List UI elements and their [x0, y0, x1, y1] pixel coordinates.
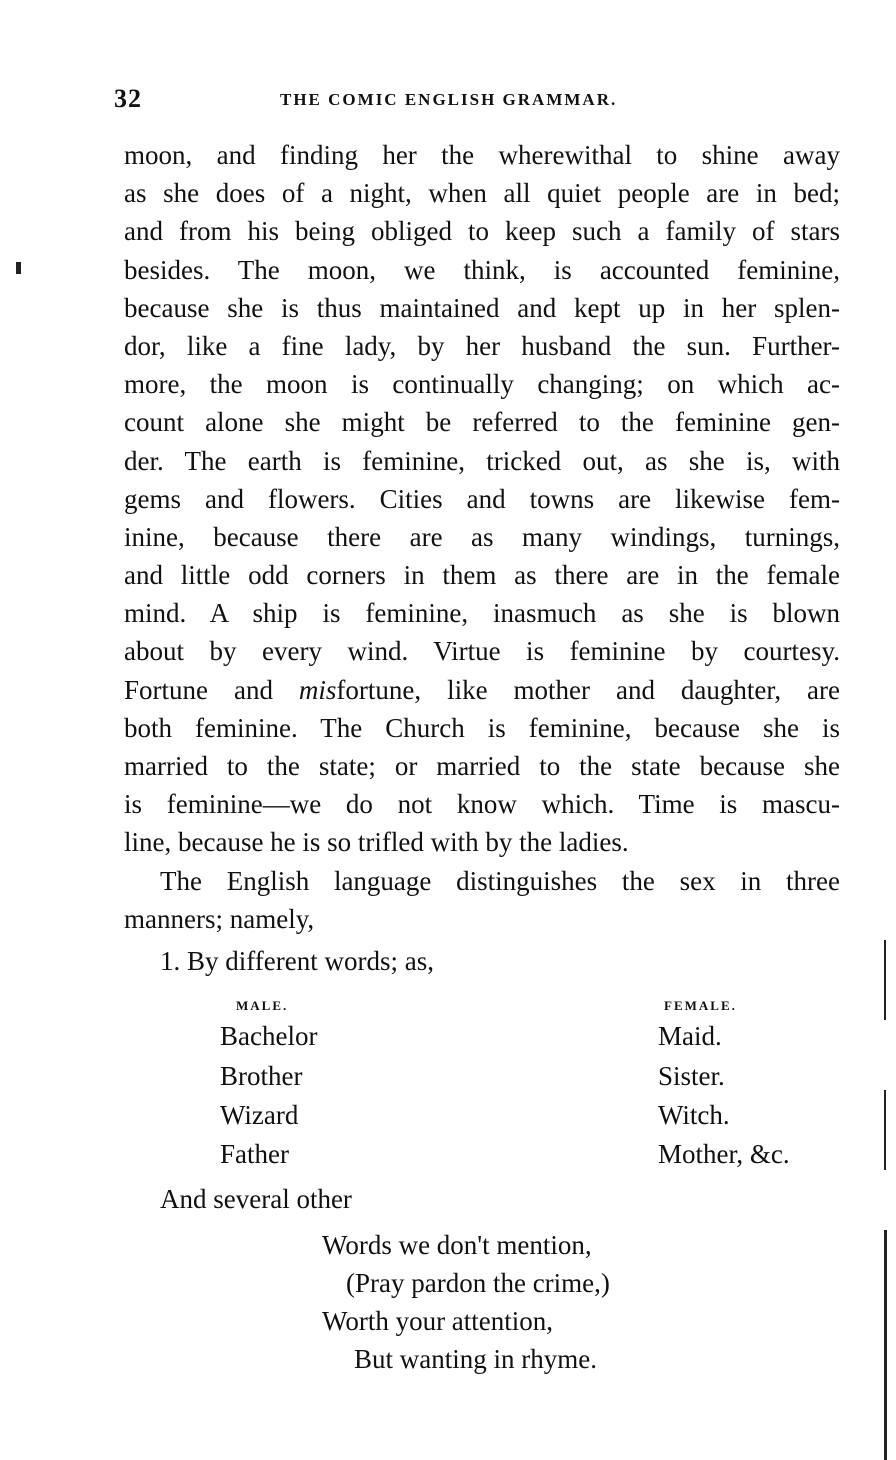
italic-fragment: mis [298, 674, 337, 705]
word-pair-row [0, 1096, 896, 1134]
verse-line: But wanting in rhyme. [354, 1344, 597, 1374]
male-word: Bachelor [220, 1021, 318, 1051]
text-line: The English language distinguishes the sex in three [160, 865, 840, 896]
text-line: moon, and finding her the wherewithal to shine away [124, 140, 840, 170]
text-line: more, the moon is continually changing; on which ac- [124, 369, 840, 400]
text-line: inine, because there are as many windings, turnings, [124, 521, 840, 552]
binding-edge [884, 1090, 886, 1170]
male-word: Wizard [220, 1100, 299, 1130]
word-pair-row [0, 1017, 896, 1055]
text-line: and from his being obliged to keep such a family of stars [124, 216, 840, 247]
female-word: Mother, &c. [658, 1139, 790, 1169]
page-header [100, 84, 860, 116]
text-line: as she does of a night, when all quiet people are in bed; [124, 178, 840, 209]
word-pair-row [0, 1135, 896, 1173]
binding-edge [884, 1230, 887, 1460]
text-line: count alone she might be referred to the feminine gen- [124, 407, 840, 438]
text-line: and little odd corners in them as there are in the female [124, 560, 840, 591]
text-line: manners; namely, [124, 903, 315, 934]
text-fragment: Fortune and [124, 674, 299, 705]
male-word: Father [220, 1139, 289, 1169]
text-line: both feminine. The Church is feminine, because she is [124, 712, 840, 743]
scan-mark [16, 262, 21, 274]
text-line: dor, like a fine lady, by her husband the sun. Further- [124, 330, 840, 361]
female-word: Maid. [658, 1021, 722, 1051]
after-list-text: And several other [160, 1184, 352, 1214]
male-word: Brother [220, 1061, 303, 1091]
text-line: besides. The moon, we think, is accounted feminine, [124, 254, 840, 285]
text-line-misfortune [124, 671, 840, 709]
text-line: mind. A ship is feminine, inasmuch as she is blown [124, 598, 840, 629]
text-line: gems and flowers. Cities and towns are likewise fem- [124, 483, 840, 514]
binding-edge [884, 940, 886, 1020]
verse-line: (Pray pardon the crime,) [346, 1268, 610, 1298]
text-line: line, because he is so trifled with by the ladies. [124, 827, 629, 858]
page-number: 32 [114, 84, 142, 113]
body-text [124, 136, 840, 938]
female-heading: FEMALE. [664, 998, 737, 1013]
verse-line: Words we don't mention, [322, 1230, 592, 1260]
text-line: because she is thus maintained and kept up in her splen- [124, 292, 840, 323]
text-line: der. The earth is feminine, tricked out, as she is, with [124, 445, 840, 476]
running-head: THE COMIC ENGLISH GRAMMAR. [280, 90, 618, 109]
verse-line: Worth your attention, [322, 1306, 554, 1336]
text-fragment: fortune, like mother and daughter, are [336, 674, 840, 705]
text-line: married to the state; or married to the state because she [124, 751, 840, 781]
word-pair-row [0, 1057, 896, 1095]
male-heading: MALE. [236, 998, 289, 1013]
text-line: is feminine—we do not know which. Time is mascu- [124, 789, 840, 820]
text-line: about by every wind. Virtue is feminine by courtesy. [124, 636, 840, 667]
female-word: Sister. [658, 1061, 725, 1091]
female-word: Witch. [658, 1100, 730, 1130]
list-intro: 1. By different words; as, [160, 946, 434, 976]
